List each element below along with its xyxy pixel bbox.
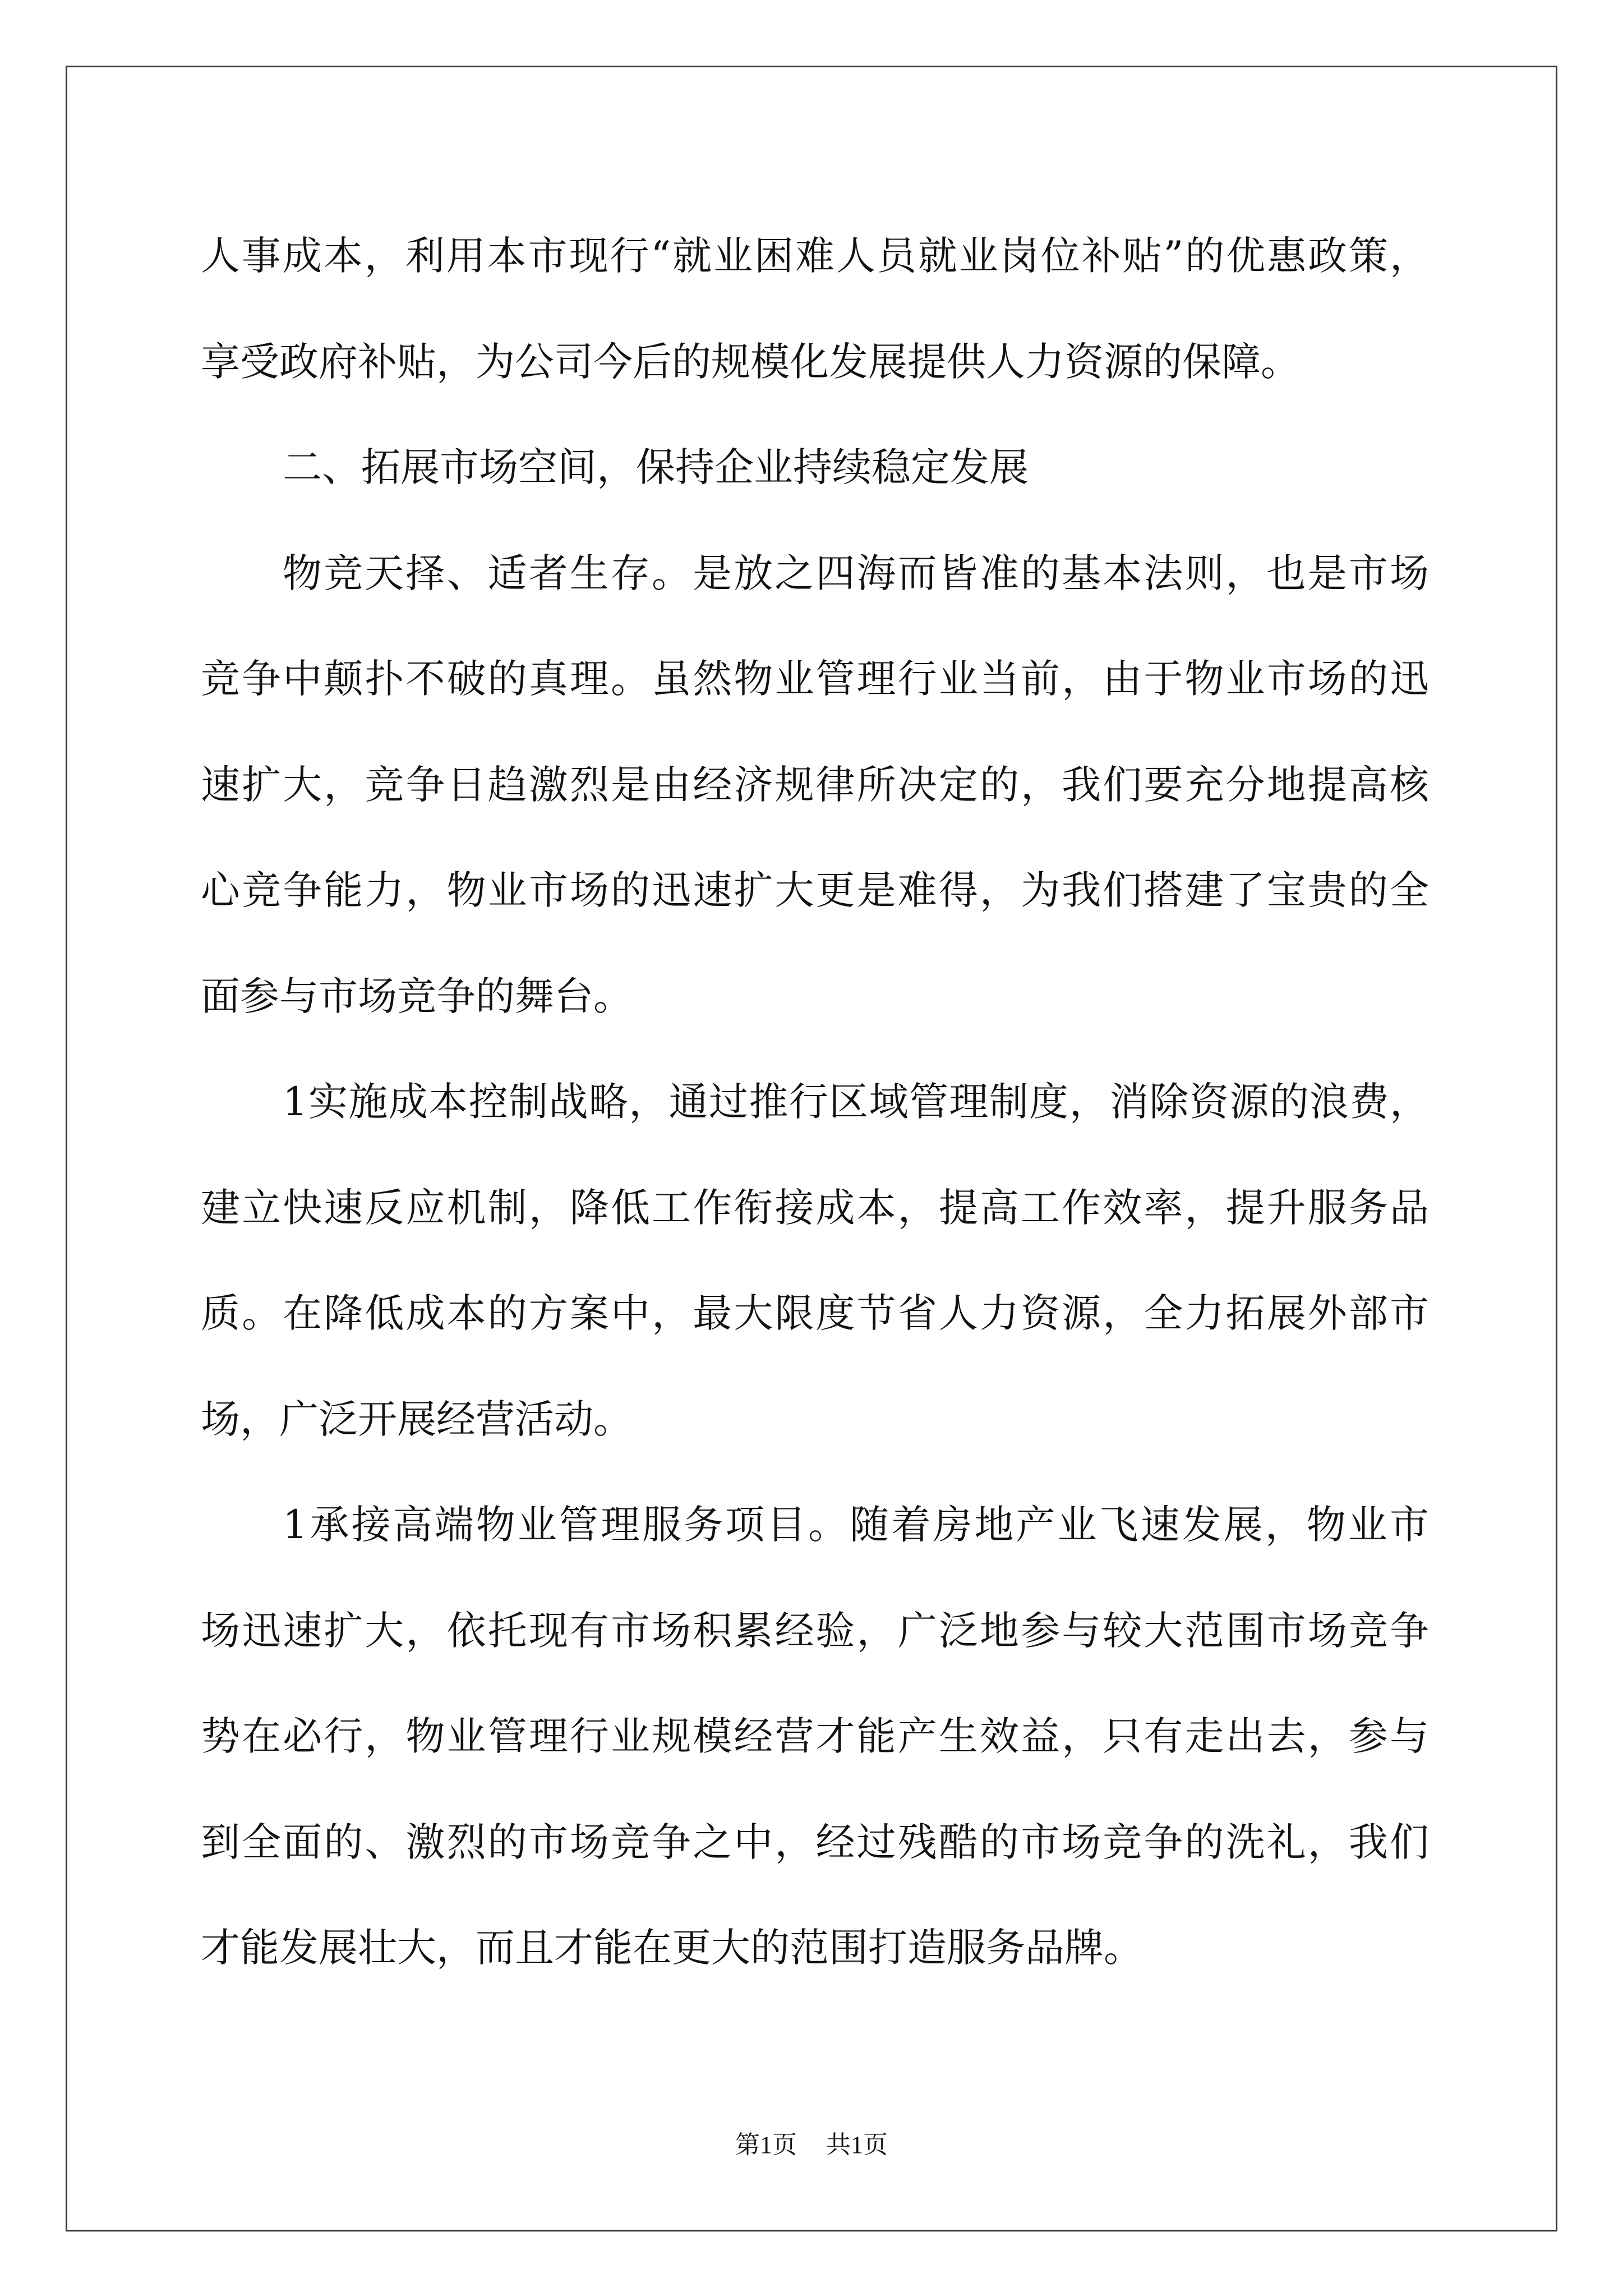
paragraph <box>201 1472 1429 2001</box>
text-line: 面参与市场竞争的舞台。 <box>201 973 633 1019</box>
document-body <box>201 203 1429 2001</box>
text-line: 1承接高端物业管理服务项目。随着房地产业飞速发展，物业市 <box>283 1502 1429 1548</box>
paragraph <box>201 521 1429 1050</box>
page-total: 共1页 <box>826 2131 888 2159</box>
text-line: 享受政府补贴，为公司今后的规模化发展提供人力资源的保障。 <box>201 338 1300 385</box>
paragraph <box>201 203 1429 415</box>
text-line: 场迅速扩大，依托现有市场积累经验，广泛地参与较大范围市场竞争 <box>201 1607 1429 1654</box>
section-heading <box>201 415 1429 521</box>
text-line: 建立快速反应机制，降低工作衔接成本，提高工作效率，提升服务品 <box>201 1184 1429 1231</box>
text-line: 质。在降低成本的方案中，最大限度节省人力资源，全力拓展外部市 <box>201 1290 1429 1336</box>
text-line: 1实施成本控制战略，通过推行区域管理制度，消除资源的浪费， <box>283 1079 1429 1125</box>
text-line: 人事成本，利用本市现行“就业困难人员就业岗位补贴”的优惠政策， <box>201 233 1429 279</box>
text-line: 才能发展壮大，而且才能在更大的范围打造服务品牌。 <box>201 1925 1143 1971</box>
text-line: 到全面的、激烈的市场竞争之中，经过残酷的市场竞争的洗礼，我们 <box>201 1819 1429 1865</box>
paragraph <box>201 1049 1429 1472</box>
text-line: 二、拓展市场空间，保持企业持续稳定发展 <box>283 444 1029 490</box>
text-line: 速扩大，竞争日趋激烈是由经济规律所决定的，我们要充分地提高核 <box>201 761 1429 808</box>
page-number: 第1页 <box>735 2131 797 2159</box>
page-footer <box>0 2128 1623 2162</box>
text-line: 竞争中颠扑不破的真理。虽然物业管理行业当前，由于物业市场的迅 <box>201 656 1429 702</box>
text-line: 物竞天择、适者生存。是放之四海而皆准的基本法则，也是市场 <box>283 550 1429 596</box>
text-line: 场，广泛开展经营活动。 <box>201 1396 633 1442</box>
text-line: 心竞争能力，物业市场的迅速扩大更是难得，为我们搭建了宝贵的全 <box>201 867 1429 913</box>
text-line: 势在必行，物业管理行业规模经营才能产生效益，只有走出去，参与 <box>201 1713 1429 1759</box>
